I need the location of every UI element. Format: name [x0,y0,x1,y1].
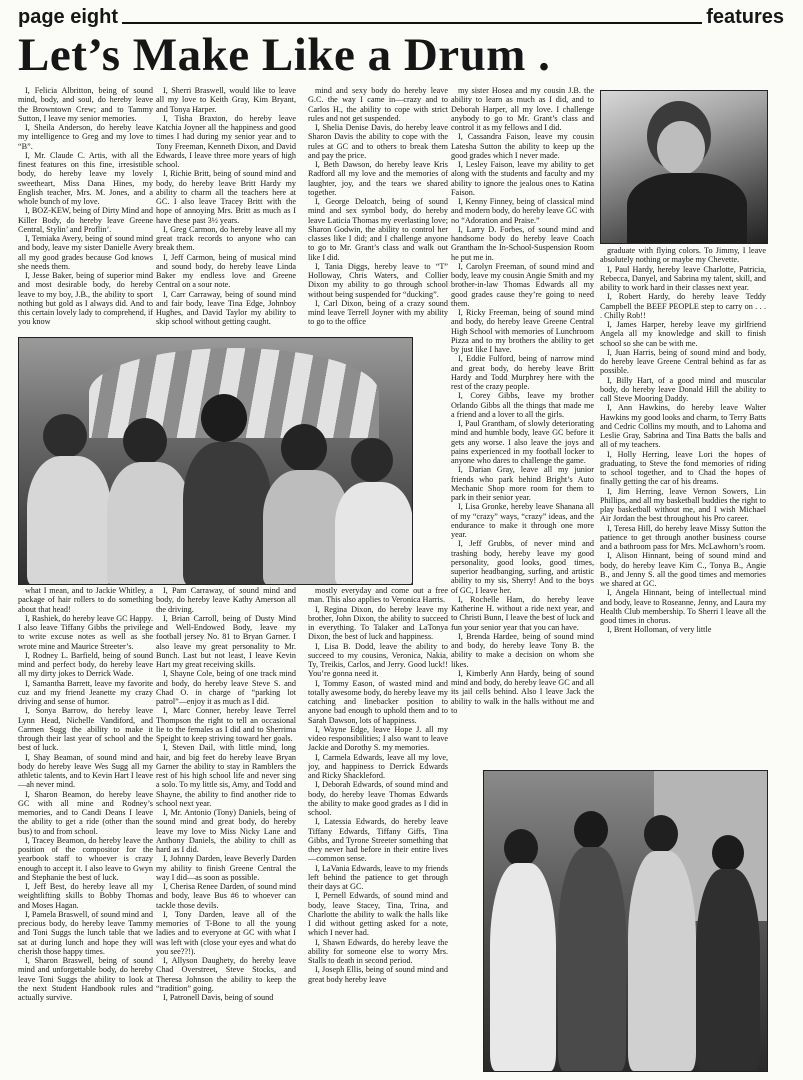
will-entry: I, Patronell Davis, being of sound [163,993,274,1002]
will-entry: I, Sheila Anderson, do hereby leave my intelligence to Greg and my love to “B”. [18,123,153,151]
will-entry: I, Sonya Barrow, do hereby leave Lynn Head, Nichelle Vandiford, and Carmen Sugg the ability to make it through their last year of school and the best of luck. [18,706,153,753]
will-entry: I, Sherri Braswell, would like to leave all my love to Keith Gray, Kim Bryant, and Tonya Harper. [156,86,296,114]
will-entry: I, Ann Hawkins, do hereby leave Walter Hawkins my good looks and charm, to Terry Batts and Cedric Collins my mouth, and to Lahoma and Leslie Gray, Sabrina and Tina Batts the balls and all of my teachers. [600,403,766,450]
section-label: features [702,6,784,28]
will-entry: I, Shawn Edwards, do hereby leave the ability for someone else to worry Mrs. Stalls to death in second period. [308,937,448,965]
will-entry: I, Jim Herring, leave Vernon Sowers, Lin Phillips, and all my basketball buddies the right to play basketball without me, and I wish Michael Air Jordan the best throughout his Pro career. [600,486,766,524]
will-entry: I, Ricky Freeman, being of sound mind and body, do hereby leave Greene Central High School with memories of Lunchroom Pizza and to my brothers the ability to get by just like I have. [451,308,594,354]
will-entry: I, Corey Gibbs, leave my brother Orlando Gibbs all the things that made me a friend and a lover to all the girls. [451,391,594,419]
will-entry: I, Carl Dixon, being of a crazy sound mind leave Terrell Joyner with my ability to go to the office [308,298,448,327]
person-body [335,482,413,585]
will-entry: I, Brian Carroll, being of Dusty Mind and Well-Endowed Body, leave my football jersey No. 81 to Bryan Garner. I also leave my great personality to Mr. Bunch. Last but not least, I leave Kevin Hart my great receiving skills. [156,613,296,669]
person-head [712,835,744,871]
will-entry: I, Brenda Hardee, being of sound mind and body, do hereby leave Tony B. the ability to make a decision on whom she likes. [451,631,594,669]
newspaper-page [18,6,784,1072]
group-photo-umbrella [18,337,413,585]
column-2-bottom [156,586,296,1070]
person-head [123,418,167,464]
will-entry: I, Sharon Beamon, do hereby leave GC with all mine and Rodney’s memories, and to Candi Deans I leave the ability to get a ride (other than the bus) to and from school. [18,789,153,836]
will-entry: I, Richie Britt, being of sound mind and body, do hereby leave Britt Hardy my ability to charm all the teachers here at GC. I also leave Tracey Britt with the hope of annoying Mrs. Britt as much as I have these past 3½ years. [156,169,296,225]
person-head [43,414,87,458]
will-entry: I, Paul Grantham, of slowly deteriorating mind and humble body, leave GC before it gets any worse. I also leave the joys and pains experienced in my football locker to anyone who dares to challenge the game. [451,419,594,465]
column-1-top [18,86,153,334]
headline: Let’s Make Like a Drum . [18,30,551,81]
person-body [628,851,696,1071]
will-entry: I, Beth Dawson, do hereby leave Kris Radford all my love and the memories of laughter, joy, and the tears we shared together. [308,160,448,197]
will-entry: I, Tony Darden, leave all of the memories of T-Bone to all the young ladies and to everyone at GC with what I was left with (close your eyes and what do you see??!). [156,909,296,956]
will-entry: I, Tisha Braxton, do hereby leave Katchia Joyner all the happiness and good times I had during my senior year and to Tony Freeman, Kenneth Dixon, and David Edwards, I leave three more years of high school. [156,113,296,169]
person-body [183,442,271,585]
will-entry: I, Steven Dail, with little mind, long hair, and big feet do hereby leave Bryan Garner the ability to stay in Ramblers the rest of his high school life and never sing a solo. To my little sis, Amy, and Todd and Shayne, the ability to find another ride to school next year. [156,743,296,808]
will-entry: I, Kenny Finney, being of classical mind and modern body, do hereby leave GC with no “Adoration and Praise.” [451,197,594,225]
will-entry: I, Rashiek, do hereby leave GC Happy. I also leave Tiffany Gibbs the privilege to write excuse notes as well as she wrote mine and Maurice Streeter’s. [18,613,153,651]
column-4 [451,86,594,766]
will-entry: I, Brent Holloman, of very little [607,625,712,635]
will-entry: I, Paul Hardy, hereby leave Charlotte, Patricia, Rebecca, Danyel, and Sabrina my talent, skill, and ability to work hard in their classes next year. [600,264,766,292]
will-entry: mostly everyday and come out a free man. This also applies to Veronica Harris. [308,586,448,605]
will-entry: I, Shayne Cole, being of one track mind and body, do hereby leave Steve S. and Chad O. in charge of “parking lot patrol”—enjoy it as much as I did. [156,669,296,706]
column-3-top [308,86,448,334]
will-entry: I, Lesley Faison, leave my ability to get along with the students and faculty and my ability to ignore the jealous ones to Katina Faison. [451,160,594,197]
person-head [281,424,327,472]
will-entry: I, Jesse Baker, being of superior mind and most desirable body, do hereby leave to my boy, J.B., the ability to sport nothing but gold as I always did. And to this certain lovely lady to comprehend, if you know [18,271,153,327]
will-entry: I, Rodney L. Barfield, being of sound mind and perfect body, do hereby leave all my dirty jokes to Derrick Wade. [18,650,153,679]
person-head [644,815,678,853]
person-body [490,863,556,1071]
will-entry: I, Jeff Grubbs, of never mind and trashing body, hereby leave my good personality, good looks, good times, superior headbanging, surfing, and artistic ability to my sis, Sherry! And to the boys of GC, I leave her. [451,539,594,595]
will-entry: I, Regina Dixon, do hereby leave my brother, John Dixon, the ability to succeed in everything. To Talaker and LaTonya Dixon, the best of luck and happiness. [308,604,448,642]
will-entry: I, Jeff Carmon, being of musical mind and sound body, do hereby leave Linda Baker my endless love and Greene Central on a sour note. [156,252,296,290]
will-entry: I, Pam Carraway, of sound mind and body, do hereby leave Kathy Amerson all the driving. [156,586,296,614]
portrait-face-shape [657,121,705,175]
person-body [107,462,191,585]
will-entry: I, Teresa Hill, do hereby leave Missy Sutton the patience to get through another business course and a bathroom pass for Mrs. McLawhorn’s room. [600,523,766,551]
will-entry: I, Juan Harris, being of sound mind and body, do hereby leave Greene Central behind as far as possible. [600,347,766,376]
will-entry: I, Carr Carraway, being of sound mind and fair body, leave Tina Edge, Johnboy Hughes, and David Taylor my ability to skip school without getting caught. [156,289,296,327]
will-entry: I, Shay Beaman, of sound mind and body do hereby leave Wes Sugg all my athletic talents, and to Kevin Hart I leave—ah never mind. [18,752,153,790]
will-entry: I, Deborah Edwards, of sound mind and body, do hereby leave Thomas Edwards the ability to make good grades as I did in school. [308,780,448,817]
person-body [558,847,626,1071]
will-entry: what I mean, and to Jackie Whitley, a package of hair rollers to do something about that head! [18,586,153,614]
will-entry: I, Jeff Best, do hereby leave all my weightlifting skills to Bobby Thomas and Moses Hagan. [18,882,153,910]
page-number-label: page eight [18,6,122,28]
person-head [351,438,393,482]
column-1-bottom [18,586,153,1070]
person-head [201,394,247,442]
will-entry: I, Pernell Edwards, of sound mind and body, leave Stacey, Tina, Trina, and Charlotte the ability to walk the halls like I did without getting asked for a note, which I never had. [308,891,448,938]
will-entry: I, Larry D. Forbes, of sound mind and handsome body do hereby leave Coach Grantham the In-School-Suspension Room he put me in. [451,224,594,262]
portrait-body-shape [627,173,747,244]
will-entry: I, Cassandra Faison, leave my cousin Latesha Sutton the ability to keep up the good grades which I never made. [451,132,594,160]
will-entry: I, James Harper, hereby leave my girlfriend Angela all my knowledge and skill to finish school so she can be with me. [600,320,766,348]
will-entry: I, Lisa Gronke, hereby leave Shanana all of my “crazy” ways, “crazy” ideas, and the endurance to make it through one more year. [451,502,594,539]
will-entry: graduate with flying colors. To Jimmy, I leave absolutely nothing or maybe my Chevette. [600,246,766,265]
will-entry: I, Marc Conner, hereby leave Terrel Thompson the right to tell an occasional lie to the females as I did and to Sherrima Speight to keep striving toward her goals. [156,706,296,743]
will-entry: I, BOZ-KEW, being of Dirty Mind and Killer Body, do hereby leave Greene Central, Stylin’ and Proflin’. [18,206,153,234]
column-2-top [156,86,296,334]
will-entry: I, Kimberly Ann Hardy, being of sound mind and body, do hereby leave GC and all its jail cells behind. Also I leave Jack the ability to walk in the halls without me and to [451,668,594,715]
will-entry: I, Pamela Braswell, of sound mind and precious body, do hereby leave Tammy and Toni Suggs the lunch table that we sat at during lunch and hope they will cherish those happy times. [18,909,153,956]
will-entry: I, Tania Diggs, hereby leave to “T” Holloway, Chris Waters, and Collier Dixon my ability to go through school without being suspended for “ducking”. [308,261,448,299]
will-entry: I, Wayne Edge, leave Hope J. all my video responsibilities; I also want to leave Jackie and Dorothy S. my memories. [308,724,448,753]
will-entry: I, Angela Hinnant, being of intellectual mind and body, leave to Roseanne, Jenny, and Laura my Health Club membership. To Sherri I leave all the good times in chorus. [600,588,766,625]
will-entry: I, Temiaka Avery, being of sound mind and body, leave my sister Danielle Avery all my good grades because God knows she needs them. [18,234,153,271]
will-entry: I, Robert Hardy, do hereby leave Teddy Campbell the BEEF PEOPLE step to carry on . . . . Chilly Rob!! [600,292,766,320]
page-header [18,6,784,30]
will-entry: I, Tracey Beamon, do hereby leave the position of the compositor for the yearbook staff to whoever is crazy enough to accept it. I also leave to Gwyn and Stephanie the best of luck. [18,835,153,882]
will-entry: I, Joseph Ellis, being of sound mind and great body hereby leave [308,965,448,984]
will-entry: I, Latessia Edwards, do hereby leave Tiffany Edwards, Tiffany Giffs, Tina Gibbs, and Tyrone Streeter something that they never had before in their entire lives—common sense. [308,817,448,864]
will-entry: mind and sexy body do hereby leave G.C. the way I came in—crazy and to Carlos H., the ability to cope with strict rules and not get suspended. [308,86,448,123]
will-entry: I, Sharon Braswell, being of sound mind and unforgettable body, do hereby leave Toni Suggs the ability to look at the next Student Handbook rules and actually survive. [18,956,153,1002]
will-entry: I, Lisa B. Dodd, leave the ability to succeed to my cousins, Veronica, Nakia, Ty, Treikis, Carlos, and Jerry. Good luck!! You’re gonna need it. [308,641,448,679]
will-entry: I, Shelia Denise Davis, do hereby leave Sharon Davis the ability to cope with the rules at GC and to others to break them and pay the price. [308,123,448,160]
will-entry: I, Felicia Albritton, being of sound mind, body, and soul, do hereby leave the Browntown Crew; and to Tammy Sutton, I leave my senior memories. [18,86,153,123]
will-entry: I, Holly Herring, leave Lori the hopes of graduating, to Steve the fond memories of riding to school together, and to Chad the hopes of finally getting the car of his dreams. [600,449,766,487]
column-5-top [600,246,766,766]
will-entry: I, Johnny Darden, leave Beverly Darden my ability to finish Greene Central the way I did—as soon as possible. [156,854,296,882]
will-entry: I, George Deloatch, being of sound mind and sex symbol body, do hereby leave Laticia Thomas my everlasting love; Sharon Godwin, the ability to control her classes like I did; and I challenge anyone to go to Mr. Grant’s class and walk out like I did. [308,197,448,262]
group-photo-students [483,770,768,1072]
will-entry: I, Alison Hinnant, being of sound mind and body, do hereby leave Kim C., Tonya B., Angie B., and Jenny S. all the good times and memories we shared at GC. [600,551,766,588]
will-entry: I, Carmela Edwards, leave all my love, joy, and happiness to Derrick Edwards and Ricky Shackleford. [308,752,448,780]
will-entry: I, Mr. Antonio (Tony) Daniels, being of sound mind and great body, do hereby leave my love to Miss Nicky Lane and Anthony Daniels, the ability to chill as hard as I did. [156,808,296,854]
will-entry: I, Darian Gray, leave all my junior friends who park behind Bright’s Auto Mechanic Shop more room for them to park in their senior year. [451,465,594,502]
column-3 [308,586,448,1070]
person-body [696,869,760,1071]
header-rule [18,22,784,24]
will-entry: I, Samantha Barrett, leave my favorite cuz and my friend Jeanette my crazy driving and sense of humor. [18,678,153,706]
will-entry: I, Billy Hart, of a good mind and muscular body, do hereby leave Donald Hill the ability to call Steve Mooring Daddy. [600,375,766,403]
will-entry: I, Rochelle Ham, do hereby leave Katherine H. without a ride next year, and to Christi Bunn, I leave the best of luck and fun your senior year that you can have. [451,594,594,632]
portrait-photo [600,90,768,244]
will-entry: I, Tommy Eason, of wasted mind and totally awesome body, do hereby leave my catching and linebacker position to anyone bad enough to uphold them and to Sarah Dawson, lots of happiness. [308,678,448,725]
person-body [27,456,111,585]
will-entry: I, Eddie Fulford, being of narrow mind and great body, do hereby leave Britt Hardy and Todd Murphrey here with the rest of the crazy people. [451,354,594,391]
will-entry: I, Greg Carmon, do hereby leave all my great track records to anyone who can break them. [156,224,296,253]
person-head [574,811,608,849]
will-entry: I, Allyson Daughety, do hereby leave Chad Overstreet, Steve Stocks, and Theresa Johnson the ability to keep the “tradition” going. [156,956,296,993]
will-entry: I, LaVania Edwards, leave to my friends left behind the patience to get through their days at GC. [308,863,448,891]
will-entry: I, Mr. Claude C. Artis, with all the finest features on this fine, irresistible body, do hereby leave my lovely sweetheart, Miss Dana Hines, my English teacher, Mrs. M. Jones, and a whole bunch of my love. [18,150,153,206]
will-entry: my sister Hosea and my cousin J.B. the ability to learn as much as I did, and to Deborah Harper, all my love. I challenge anybody to go to Mr. Grant’s class and control it as my fellows and I did. [451,86,594,132]
will-entry: I, Carolyn Freeman, of sound mind and body, leave my cousin Angie Smith and my brother-in-law Thomas Edwards all my good grades cause they’re going to need them. [451,261,594,308]
person-head [504,829,538,867]
will-entry: I, Cherisa Renee Darden, of sound mind and body, leave Bus #6 to whoever can tackle those devils. [156,882,296,910]
